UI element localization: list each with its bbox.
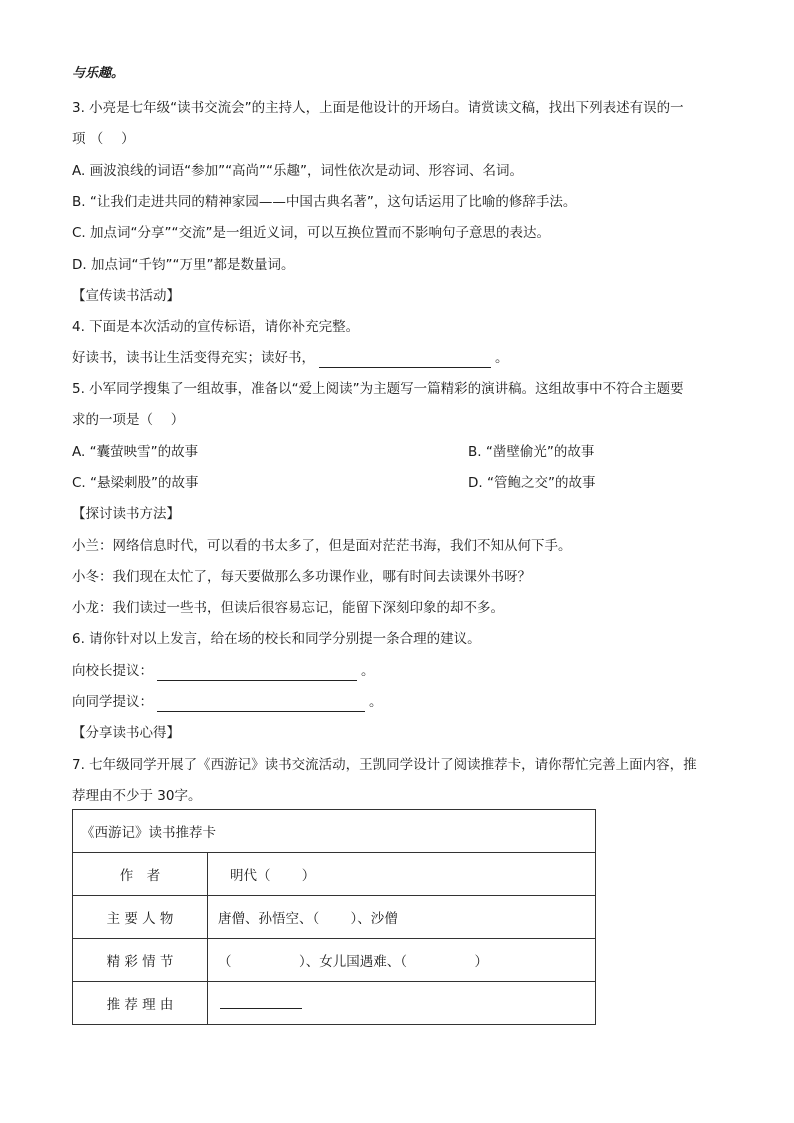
q5-stem-line1: 5. 小军同学搜集了一组故事，准备以“爱上阅读”为主题写一篇精彩的演讲稿。这组故事中不符合主题要: [72, 381, 684, 397]
q4-fill-prefix: 好读书，读书让生活变得充实；读好书，: [72, 350, 315, 366]
dialogue-xiaolong: 小龙：我们读过一些书，但读后很容易忘记，能留下深刻印象的却不多。: [72, 600, 504, 616]
q6-principal-blank[interactable]: [157, 664, 357, 681]
q5-option-row-1: [72, 442, 595, 462]
q5-option-c: C. “悬梁刺股”的故事: [72, 475, 199, 491]
q3-option-d: D. 加点词“千钧”“万里”都是数量词。: [72, 257, 295, 273]
q3-stem-line2: 项 （ ）: [72, 131, 135, 147]
section-share-heading: 【分享读书心得】: [72, 725, 180, 741]
q5-option-row-2: [72, 473, 596, 493]
card-label-author: 作 者: [73, 853, 208, 896]
card-title: 《西游记》读书推荐卡: [73, 810, 596, 853]
section-method-heading: 【探讨读书方法】: [72, 506, 180, 522]
card-title-row: [73, 810, 596, 853]
q4-stem: 4. 下面是本次活动的宣传标语，请你补充完整。: [72, 319, 360, 335]
q6-student-line: [72, 692, 383, 712]
section-promo-heading: 【宣传读书活动】: [72, 288, 180, 304]
q4-fill-suffix: 。: [495, 350, 509, 366]
card-label-plots: 精 彩 情 节: [73, 939, 208, 982]
dialogue-xiaodong: 小冬：我们现在太忙了，每天要做那么多功课作业，哪有时间去读课外书呀？: [72, 569, 531, 585]
q3-option-a: A. 画波浪线的词语“参加”“高尚”“乐趣”，词性依次是动词、形容词、名词。: [72, 163, 524, 179]
q5-stem-line2: 求的一项是（ ）: [72, 412, 185, 428]
continuation-text: 与乐趣。: [72, 66, 125, 81]
card-value-author[interactable]: 明代（ ）: [208, 853, 596, 896]
card-row-characters: [73, 896, 596, 939]
q4-answer-blank[interactable]: [319, 351, 491, 368]
card-value-plots[interactable]: （ ）、女儿国遇难、（ ）: [208, 939, 596, 982]
q6-principal-suffix: 。: [361, 663, 375, 679]
q3-option-c: C. 加点词“分享”“交流”是一组近义词，可以互换位置而不影响句子意思的表达。: [72, 225, 550, 241]
q6-student-label: 向同学提议：: [72, 694, 153, 710]
card-row-reason: [73, 982, 596, 1025]
q5-option-d: D. “管鲍之交”的故事: [468, 475, 596, 491]
card-row-plots: [73, 939, 596, 982]
recommendation-card: [72, 809, 596, 1025]
card-value-characters[interactable]: 唐僧、孙悟空、（ ）、沙僧: [208, 896, 596, 939]
q3-stem-line1: 3. 小亮是七年级“读书交流会”的主持人，上面是他设计的开场白。请赏读文稿，找出下列表述有误的一: [72, 100, 684, 116]
card-reason-blank[interactable]: [220, 994, 302, 1009]
q3-option-b: B. “让我们走进共同的精神家园——中国古典名著”，这句话运用了比喻的修辞手法。: [72, 194, 577, 210]
card-label-characters: 主 要 人 物: [73, 896, 208, 939]
card-value-reason[interactable]: [208, 982, 596, 1025]
card-row-author: [73, 853, 596, 896]
card-label-reason: 推 荐 理 由: [73, 982, 208, 1025]
q6-principal-line: [72, 661, 375, 681]
q7-stem-line1: 7. 七年级同学开展了《西游记》读书交流活动，王凯同学设计了阅读推荐卡，请你帮忙完善上面内容，推: [72, 757, 697, 773]
q6-principal-label: 向校长提议：: [72, 663, 153, 679]
q6-student-suffix: 。: [369, 694, 383, 710]
dialogue-xiaolan: 小兰：网络信息时代，可以看的书太多了，但是面对茫茫书海，我们不知从何下手。: [72, 538, 572, 554]
q5-option-a: A. “囊萤映雪”的故事: [72, 444, 199, 460]
q6-student-blank[interactable]: [157, 695, 365, 712]
q5-option-b: B. “凿壁偷光”的故事: [468, 444, 595, 460]
q4-fill-line: [72, 348, 509, 368]
q6-stem: 6. 请你针对以上发言，给在场的校长和同学分别提一条合理的建议。: [72, 631, 481, 647]
q7-stem-line2: 荐理由不少于 30字。: [72, 788, 202, 804]
